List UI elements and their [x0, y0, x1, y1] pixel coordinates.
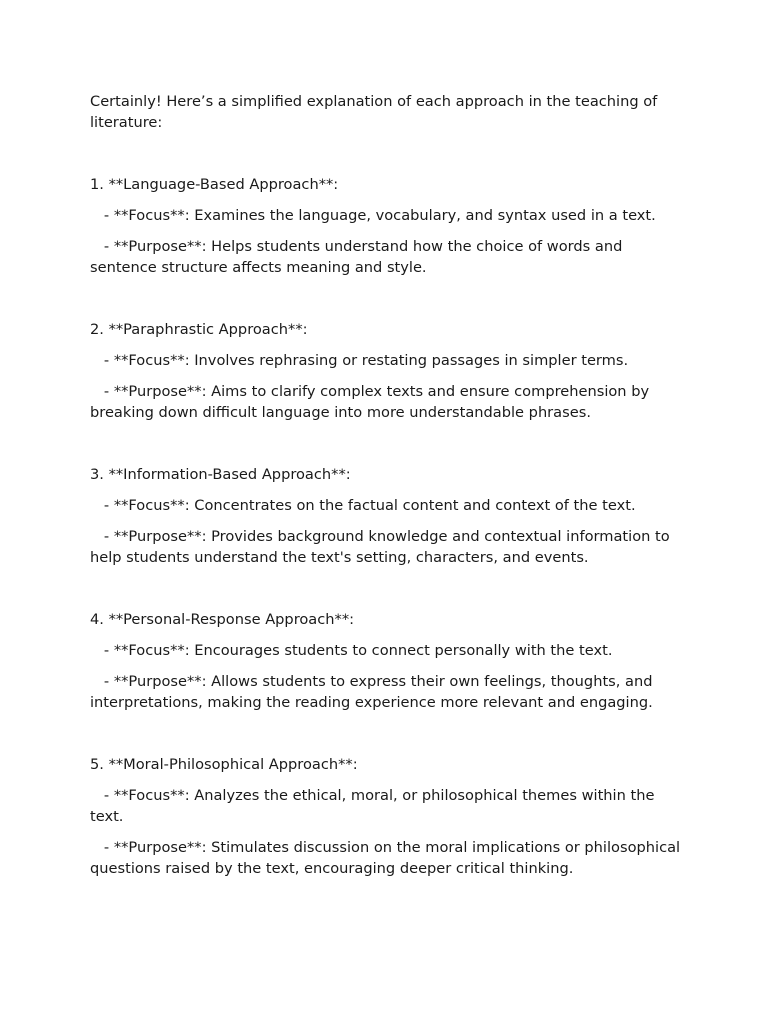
- purpose-item: - **Purpose**: Helps students understand how the choice of words and sentence structure affects meaning and style.: [90, 238, 627, 276]
- section-title: 2. **Paraphrastic Approach**:: [90, 321, 308, 338]
- section-title: 5. **Moral-Philosophical Approach**:: [90, 756, 358, 773]
- document-page: [90, 91, 690, 879]
- focus-item: - **Focus**: Concentrates on the factual content and context of the text.: [90, 497, 636, 514]
- section-title: 1. **Language-Based Approach**:: [90, 176, 339, 193]
- section-information-based: [90, 464, 690, 568]
- section-paraphrastic: [90, 319, 690, 423]
- purpose-item: - **Purpose**: Stimulates discussion on the moral implications or philosophical questions raised by the text, encouraging deeper critical thinking.: [90, 839, 685, 877]
- section-personal-response: [90, 609, 690, 713]
- purpose-item: - **Purpose**: Aims to clarify complex texts and ensure comprehension by breaking down difficult language into more understandable phrases.: [90, 383, 654, 421]
- focus-item: - **Focus**: Examines the language, vocabulary, and syntax used in a text.: [90, 207, 656, 224]
- section-title: 4. **Personal-Response Approach**:: [90, 611, 355, 628]
- focus-item: - **Focus**: Encourages students to connect personally with the text.: [90, 642, 613, 659]
- section-title: 3. **Information-Based Approach**:: [90, 466, 351, 483]
- section-language-based: [90, 174, 690, 278]
- section-moral-philosophical: [90, 754, 690, 879]
- focus-item: - **Focus**: Involves rephrasing or restating passages in simpler terms.: [90, 352, 629, 369]
- purpose-item: - **Purpose**: Allows students to express their own feelings, thoughts, and interpretations, making the reading experience more relevant and engaging.: [90, 673, 658, 711]
- purpose-item: - **Purpose**: Provides background knowledge and contextual information to help students understand the text's setting, characters, and events.: [90, 528, 675, 566]
- focus-item: - **Focus**: Analyzes the ethical, moral, or philosophical themes within the text.: [90, 787, 660, 825]
- intro-paragraph: Certainly! Here’s a simplified explanation of each approach in the teaching of literature:: [90, 93, 658, 131]
